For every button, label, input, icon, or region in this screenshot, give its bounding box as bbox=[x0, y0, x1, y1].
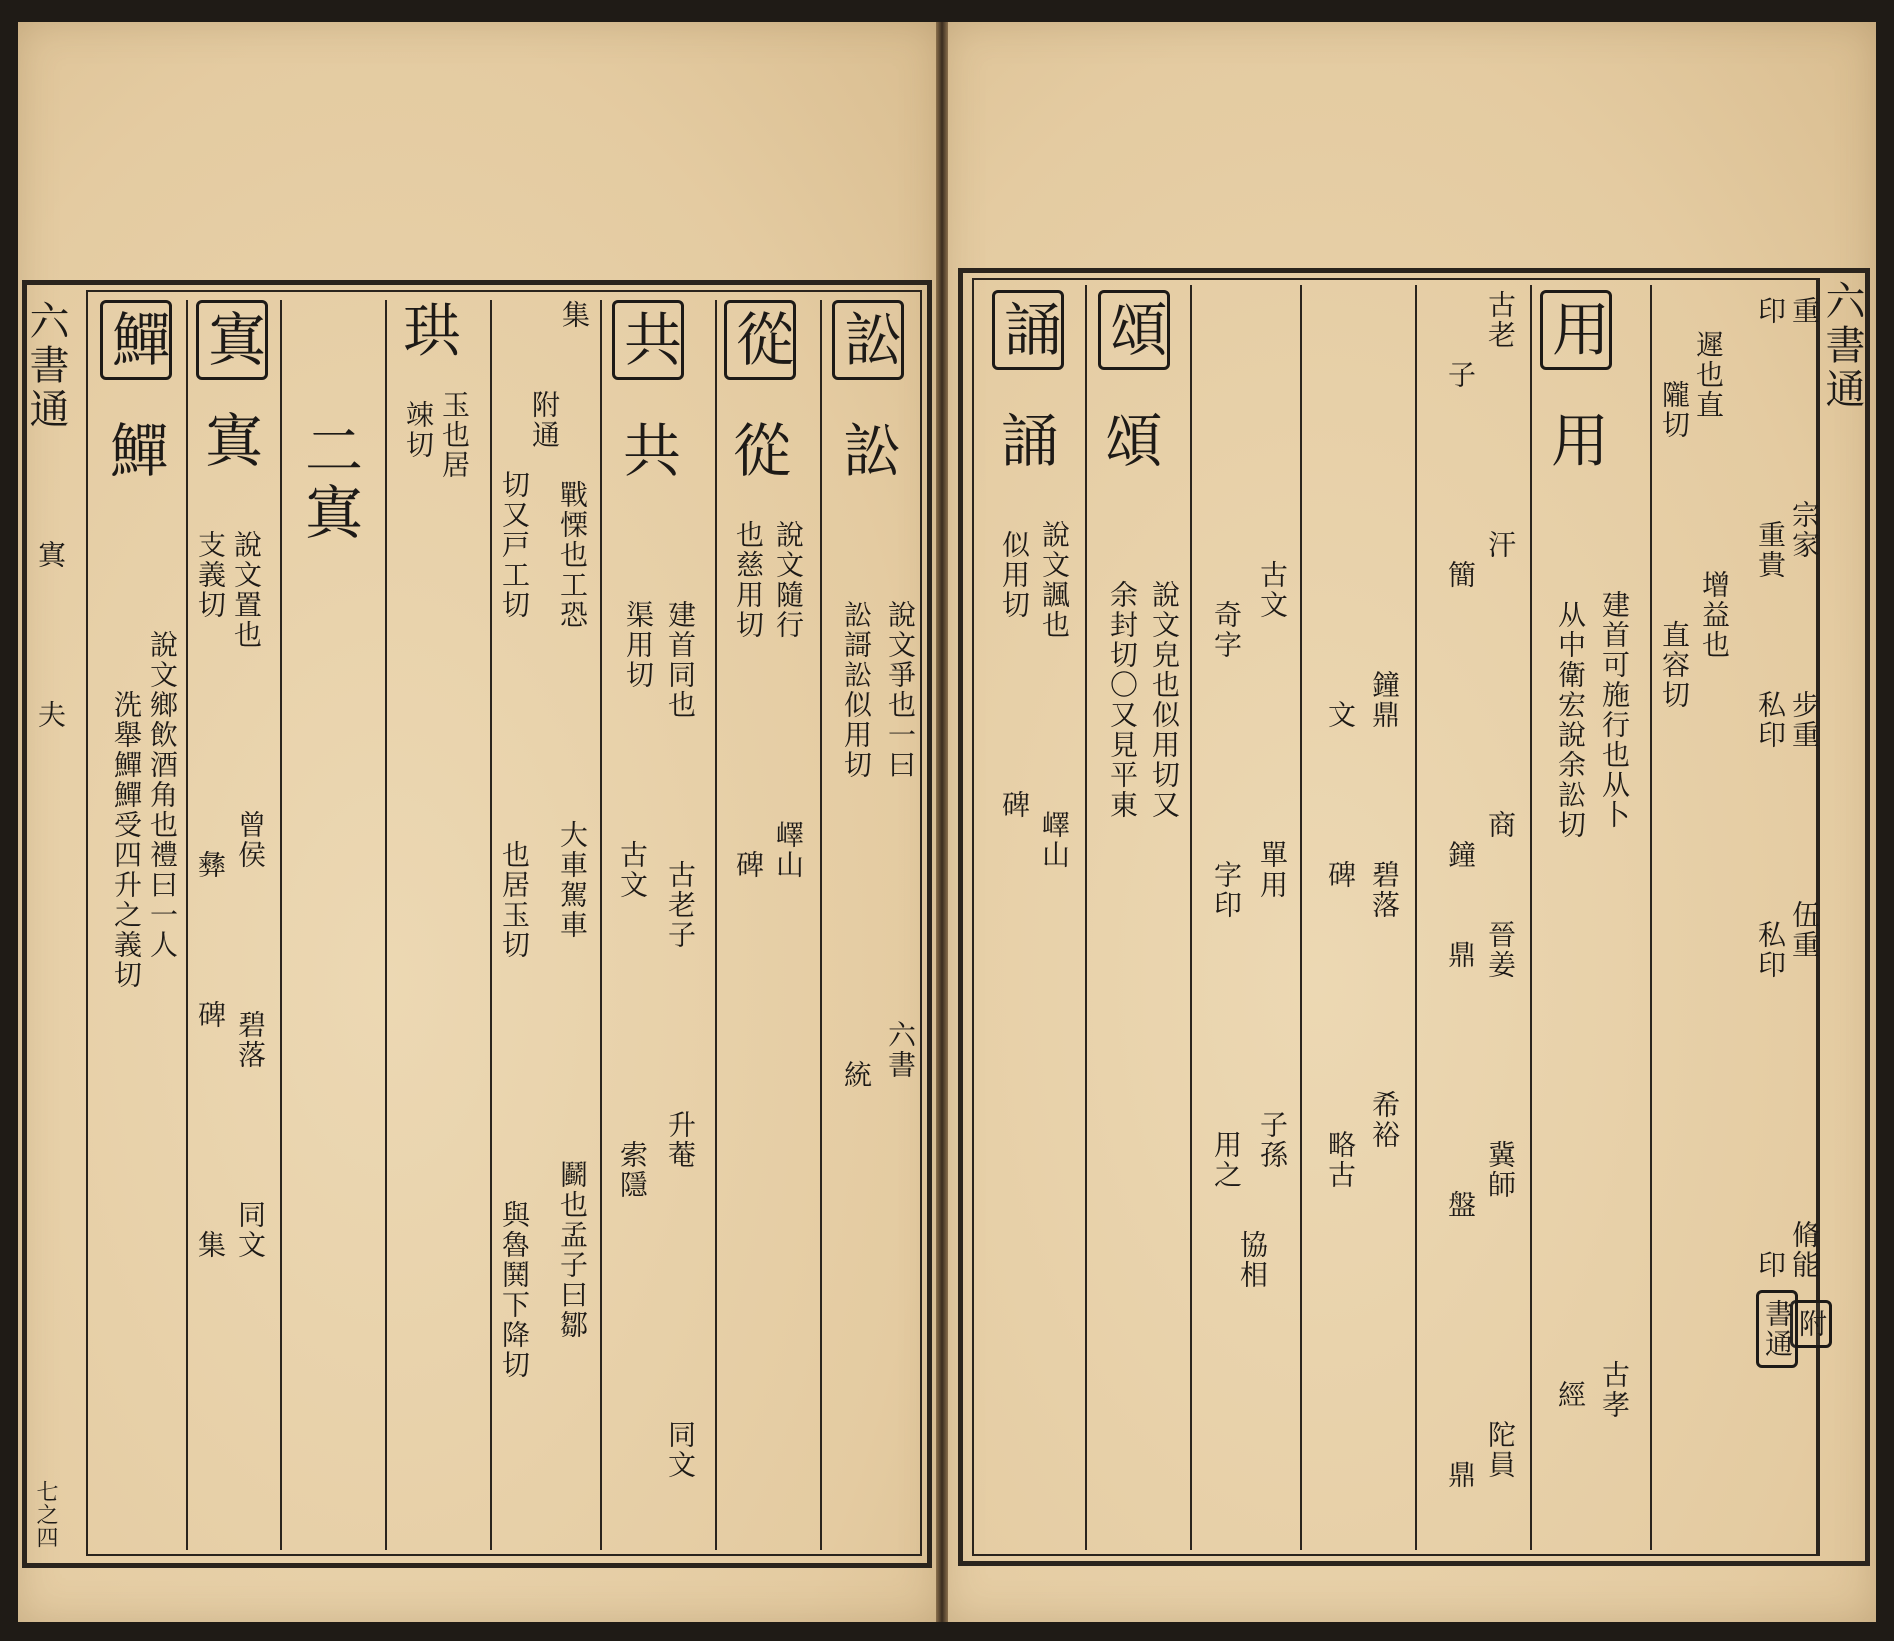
spine-leaf: 夫 bbox=[34, 700, 67, 730]
col-divider bbox=[1650, 285, 1652, 1550]
note-laozi-12: 鼎 bbox=[1444, 1460, 1477, 1490]
note-cong-2: 也慈用切 bbox=[732, 520, 765, 640]
note-yong-1: 建首可施行也从卜 bbox=[1598, 590, 1631, 830]
note-zhi-6: 碧落 bbox=[234, 1010, 267, 1070]
note-yong-2: 从中衛宏說余訟切 bbox=[1554, 600, 1587, 840]
note-chi-1: 遲也直 bbox=[1692, 330, 1725, 420]
col-divider bbox=[1085, 285, 1087, 1550]
note-song-4: 統 bbox=[840, 1060, 873, 1090]
col-divider bbox=[1415, 285, 1417, 1550]
col-divider bbox=[186, 300, 188, 1550]
col-divider bbox=[280, 300, 282, 1550]
note-gu-2: 奇字 bbox=[1210, 600, 1243, 660]
note-zhong-r10: 書通 bbox=[1756, 1290, 1798, 1368]
note-ji-7: 與魯鬨下降切 bbox=[498, 1200, 531, 1380]
note-zhong-6: 略古 bbox=[1324, 1130, 1357, 1190]
note-laozi-2: 子 bbox=[1444, 360, 1477, 390]
head-char-zhi: 寘 bbox=[196, 300, 268, 380]
note-laozi-8: 鼎 bbox=[1444, 940, 1477, 970]
seal-char-song: 訟 bbox=[833, 420, 901, 482]
note-zhong-2: 文 bbox=[1324, 700, 1357, 730]
note-laozi-3: 汗 bbox=[1484, 530, 1517, 560]
note-yong-3: 古孝 bbox=[1598, 1360, 1631, 1420]
col-divider bbox=[1190, 285, 1192, 1550]
note-gu-1: 古文 bbox=[1256, 560, 1289, 620]
note-zhong-r9: 附 bbox=[1790, 1300, 1832, 1348]
note-chi-2: 隴切 bbox=[1658, 380, 1691, 440]
note-gu-3: 單用 bbox=[1256, 840, 1289, 900]
note-ji-6: 鬬也孟子曰鄒 bbox=[556, 1160, 589, 1340]
seal-char-song-recite: 誦 bbox=[991, 410, 1059, 472]
seal-char-shan: 鱓 bbox=[100, 420, 168, 482]
note-laozi-4: 簡 bbox=[1444, 560, 1477, 590]
note-zhong-r1: 宗家 bbox=[1788, 500, 1821, 560]
note-zhong-4: 碧落 bbox=[1368, 860, 1401, 920]
note-song-1: 說文爭也一曰 bbox=[884, 600, 917, 780]
head-char-shan: 鱓 bbox=[100, 300, 172, 380]
note-ji-4: 大車駕車 bbox=[556, 820, 589, 940]
note-zhi-2: 支義切 bbox=[194, 530, 227, 620]
note-zhong-1: 鐘鼎 bbox=[1368, 670, 1401, 730]
note-song-3: 六書 bbox=[884, 1020, 917, 1080]
note-gong-jade-1: 玉也居 bbox=[438, 390, 471, 480]
note-recite-2: 似用切 bbox=[998, 530, 1031, 620]
note-gong-3: 古文 bbox=[616, 840, 649, 900]
note-zhong-r5: 伍重 bbox=[1788, 900, 1821, 960]
note-recite-1: 說文諷也 bbox=[1038, 520, 1071, 640]
note-gu-4: 字印 bbox=[1210, 860, 1243, 920]
note-chi-3: 增益也 bbox=[1698, 570, 1731, 660]
spine-title-left: 六書通 bbox=[23, 300, 69, 432]
note-zhong-r8: 印 bbox=[1754, 1250, 1787, 1280]
note-laozi-1: 古老 bbox=[1484, 290, 1517, 350]
seal-char-song-praise: 頌 bbox=[1095, 410, 1163, 472]
note-gong-2: 渠用切 bbox=[622, 600, 655, 690]
col-divider bbox=[385, 300, 387, 1550]
note-ji-5: 也居玉切 bbox=[498, 840, 531, 960]
note-zhong-r7: 脩能 bbox=[1788, 1220, 1821, 1280]
col-divider bbox=[86, 290, 88, 1556]
note-zhi-4: 彝 bbox=[194, 850, 227, 880]
note-zhi-3: 曾侯 bbox=[234, 810, 267, 870]
col-divider bbox=[1300, 285, 1302, 1550]
col-divider bbox=[715, 300, 717, 1550]
head-char-ji: 集 bbox=[558, 300, 591, 330]
seal-char-zhi: 寘 bbox=[195, 410, 263, 472]
seal-char-cong: 從 bbox=[723, 420, 791, 482]
note-gong-1: 建首同也 bbox=[664, 600, 697, 720]
seal-char-gong: 共 bbox=[613, 420, 681, 482]
note-recite-3: 嶧山 bbox=[1038, 810, 1071, 870]
note-zhong-r6: 私印 bbox=[1754, 920, 1787, 980]
note-zhi-5: 碑 bbox=[194, 1000, 227, 1030]
col-divider bbox=[600, 300, 602, 1550]
note-recite-4: 碑 bbox=[998, 790, 1031, 820]
note-cong-4: 碑 bbox=[732, 850, 765, 880]
book-gutter bbox=[936, 22, 948, 1622]
note-gong-jade-2: 竦切 bbox=[402, 400, 435, 460]
note-zhong-r3: 步重 bbox=[1788, 690, 1821, 750]
note-zhi-8: 集 bbox=[194, 1230, 227, 1260]
note-gong-5: 升菴 bbox=[664, 1110, 697, 1170]
note-laozi-10: 盤 bbox=[1444, 1190, 1477, 1220]
col-divider bbox=[490, 300, 492, 1550]
section-heading: 二寘 bbox=[295, 420, 363, 544]
note-laozi-11: 陀員 bbox=[1484, 1420, 1517, 1480]
col-divider bbox=[1530, 285, 1532, 1550]
head-char-cong: 從 bbox=[724, 300, 796, 380]
note-cong-3: 嶧山 bbox=[772, 820, 805, 880]
spine-title-right: 六書通 bbox=[1819, 280, 1865, 412]
note-laozi-6: 鐘 bbox=[1444, 840, 1477, 870]
note-zhong-pre: 印 bbox=[1754, 296, 1787, 326]
col-divider bbox=[820, 300, 822, 1550]
note-ji-2: 戰慄也工恐 bbox=[556, 480, 589, 630]
note-zhi-1: 說文置也 bbox=[230, 530, 263, 650]
head-char-song-praise: 頌 bbox=[1098, 290, 1170, 370]
note-zhong-r2: 重貴 bbox=[1754, 520, 1787, 580]
note-song-2: 訟謌訟似用切 bbox=[840, 600, 873, 780]
note-gu-6: 用之 bbox=[1210, 1130, 1243, 1190]
note-gong-6: 索隱 bbox=[616, 1140, 649, 1200]
note-ji-3: 切又戸工切 bbox=[498, 470, 531, 620]
note-gong-7: 同文 bbox=[664, 1420, 697, 1480]
note-laozi-9: 冀師 bbox=[1484, 1140, 1517, 1200]
note-ji-1: 附通 bbox=[528, 390, 561, 450]
head-char-gong-jade: 珙 bbox=[393, 300, 461, 362]
note-praise-1: 說文皃也似用切又 bbox=[1148, 580, 1181, 820]
note-laozi-5: 商 bbox=[1484, 810, 1517, 840]
note-zhi-7: 同文 bbox=[234, 1200, 267, 1260]
head-char-song-recite: 誦 bbox=[992, 290, 1064, 370]
note-shan-2: 洗舉鱓鱓受四升之義切 bbox=[110, 690, 143, 990]
head-char-song: 訟 bbox=[832, 300, 904, 380]
note-cong-1: 說文隨行 bbox=[772, 520, 805, 640]
note-zhong-head: 重 bbox=[1788, 296, 1821, 326]
head-char-yong: 用 bbox=[1540, 290, 1612, 370]
head-char-gong: 共 bbox=[612, 300, 684, 380]
note-yong-4: 經 bbox=[1554, 1380, 1587, 1410]
seal-char-yong: 用 bbox=[1541, 410, 1609, 472]
note-zhong-3: 碑 bbox=[1324, 860, 1357, 890]
note-gong-4: 古老子 bbox=[664, 860, 697, 950]
note-gu-7: 協相 bbox=[1236, 1230, 1269, 1290]
spine-page-number: 七之四 bbox=[33, 1480, 58, 1549]
note-shan-1: 說文鄉飲酒角也禮曰一人 bbox=[146, 630, 179, 960]
note-zhong-r4: 私印 bbox=[1754, 690, 1787, 750]
spine-rhyme: 寘 bbox=[34, 540, 67, 570]
note-chi-4: 直容切 bbox=[1658, 620, 1691, 710]
note-gu-5: 子孫 bbox=[1256, 1110, 1289, 1170]
note-praise-2: 余封切〇又見平東 bbox=[1106, 580, 1139, 820]
note-zhong-5: 希裕 bbox=[1368, 1090, 1401, 1150]
note-laozi-7: 晉姜 bbox=[1484, 920, 1517, 980]
